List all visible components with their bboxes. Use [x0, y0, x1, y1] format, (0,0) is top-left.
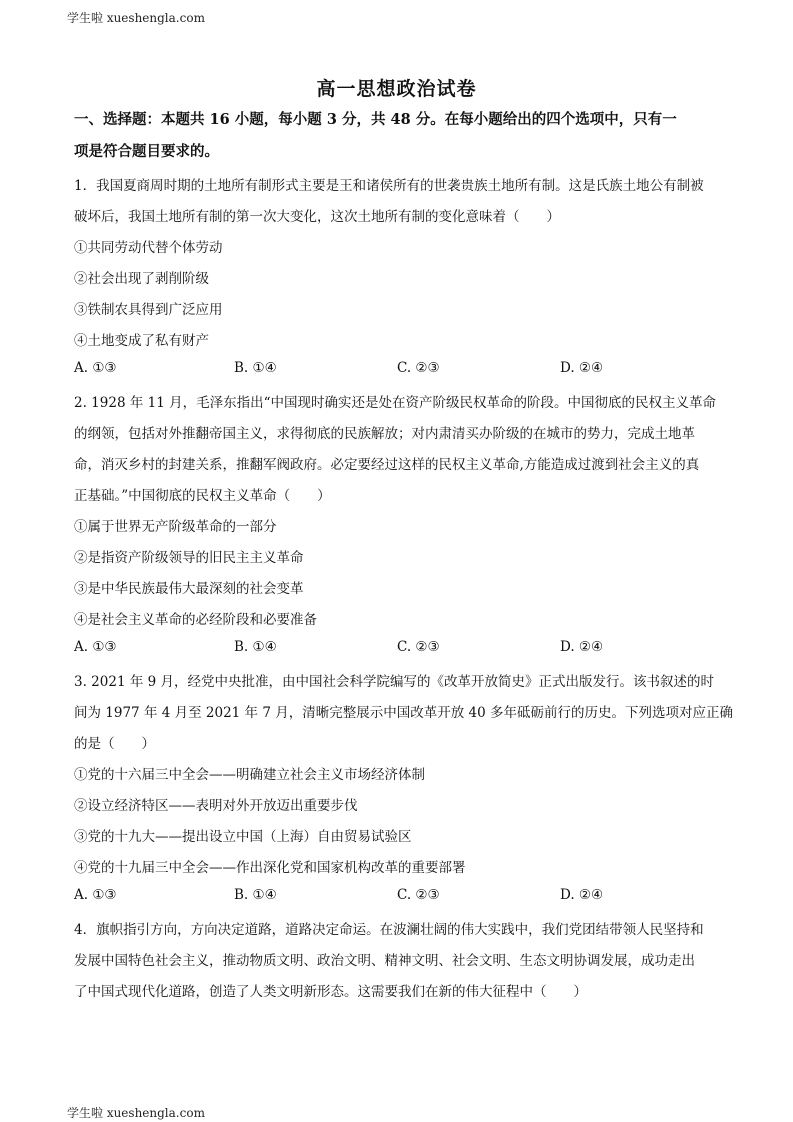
- q3-item-4: ④党的十九届三中全会——作出深化党和国家机构改革的重要部署: [74, 860, 466, 876]
- q3-option-b[interactable]: B. ①④: [234, 887, 277, 903]
- q1-item-1: ①共同劳动代替个体劳动: [74, 240, 223, 256]
- q3-stem-line-3: 的是（ ）: [74, 736, 155, 752]
- q2-option-d[interactable]: D. ②④: [560, 639, 604, 655]
- section-heading-line-2: 项是符合题目要求的。: [74, 143, 219, 160]
- q1-item-4: ④土地变成了私有财产: [74, 333, 209, 349]
- q3-option-c[interactable]: C. ②③: [397, 887, 440, 903]
- q2-stem-line-3: 命，消灭乡村的封建关系，推翻军阀政府。必定要经过这样的民权主义革命,方能造成过渡到社会主义的真: [74, 457, 700, 473]
- q1-item-3: ③铁制农具得到广泛应用: [74, 302, 223, 318]
- q3-item-2: ②设立经济特区——表明对外开放迈出重要步伐: [74, 798, 358, 814]
- q4-stem-line-3: 了中国式现代化道路，创造了人类文明新形态。这需要我们在新的伟大征程中（ ）: [74, 984, 587, 1000]
- q3-option-a[interactable]: A. ①③: [74, 887, 117, 903]
- q4-stem-line-2: 发展中国特色社会主义，推动物质文明、政治文明、精神文明、社会文明、生态文明协调发展，成功走出: [74, 953, 695, 969]
- page-title: 高一思想政治试卷: [316, 78, 477, 100]
- q4-stem-line-1: 4．旗帜指引方向，方向决定道路，道路决定命运。在波澜壮阔的伟大实践中，我们党团结带领人民坚持和: [74, 922, 704, 938]
- footer-watermark: 学生啦 xueshengla.com: [67, 1106, 205, 1120]
- q2-item-2: ②是指资产阶级领导的旧民主主义革命: [74, 550, 304, 566]
- q2-stem-line-1: 2. 1928 年 11 月，毛泽东指出“中国现时确实还是处在资产阶级民权革命的阶段。中国彻底的民权主义革命: [74, 395, 716, 411]
- q2-option-b[interactable]: B. ①④: [234, 639, 277, 655]
- q1-item-2: ②社会出现了剥削阶级: [74, 271, 209, 287]
- q2-item-4: ④是社会主义革命的必经阶段和必要准备: [74, 612, 317, 628]
- q3-item-3: ③党的十九大——提出设立中国（上海）自由贸易试验区: [74, 829, 412, 845]
- q2-option-a[interactable]: A. ①③: [74, 639, 117, 655]
- q3-item-1: ①党的十六届三中全会——明确建立社会主义市场经济体制: [74, 767, 425, 783]
- q2-option-c[interactable]: C. ②③: [397, 639, 440, 655]
- header-watermark: 学生啦 xueshengla.com: [67, 11, 205, 25]
- q2-item-3: ③是中华民族最伟大最深刻的社会变革: [74, 581, 304, 597]
- q3-stem-line-1: 3. 2021 年 9 月，经党中央批准，由中国社会科学院编写的《改革开放简史》正式出版发行。该书叙述的时: [74, 674, 714, 690]
- q2-stem-line-2: 的纲领，包括对外推翻帝国主义，求得彻底的民族解放；对内肃清买办阶级的在城市的势力，完成土地革: [74, 426, 695, 442]
- q1-stem-line-2: 破坏后，我国土地所有制的第一次大变化，这次土地所有制的变化意味着（ ）: [74, 209, 560, 225]
- q1-option-c[interactable]: C. ②③: [397, 360, 440, 376]
- q3-option-d[interactable]: D. ②④: [560, 887, 604, 903]
- q2-item-1: ①属于世界无产阶级革命的一部分: [74, 519, 277, 535]
- q1-option-d[interactable]: D. ②④: [560, 360, 604, 376]
- section-heading-line-1: 一、选择题：本题共 16 小题，每小题 3 分，共 48 分。在每小题给出的四个选项中，只有一: [74, 111, 677, 128]
- q2-stem-line-4: 正基础。”中国彻底的民权主义革命（ ）: [74, 488, 331, 504]
- q1-stem-line-1: 1．我国夏商周时期的土地所有制形式主要是王和诸侯所有的世袭贵族土地所有制。这是氏族土地公有制被: [74, 178, 704, 194]
- q3-stem-line-2: 间为 1977 年 4 月至 2021 年 7 月，清晰完整展示中国改革开放 40 多年砥砺前行的历史。下列选项对应正确: [74, 705, 733, 721]
- q1-option-b[interactable]: B. ①④: [234, 360, 277, 376]
- q1-option-a[interactable]: A. ①③: [74, 360, 117, 376]
